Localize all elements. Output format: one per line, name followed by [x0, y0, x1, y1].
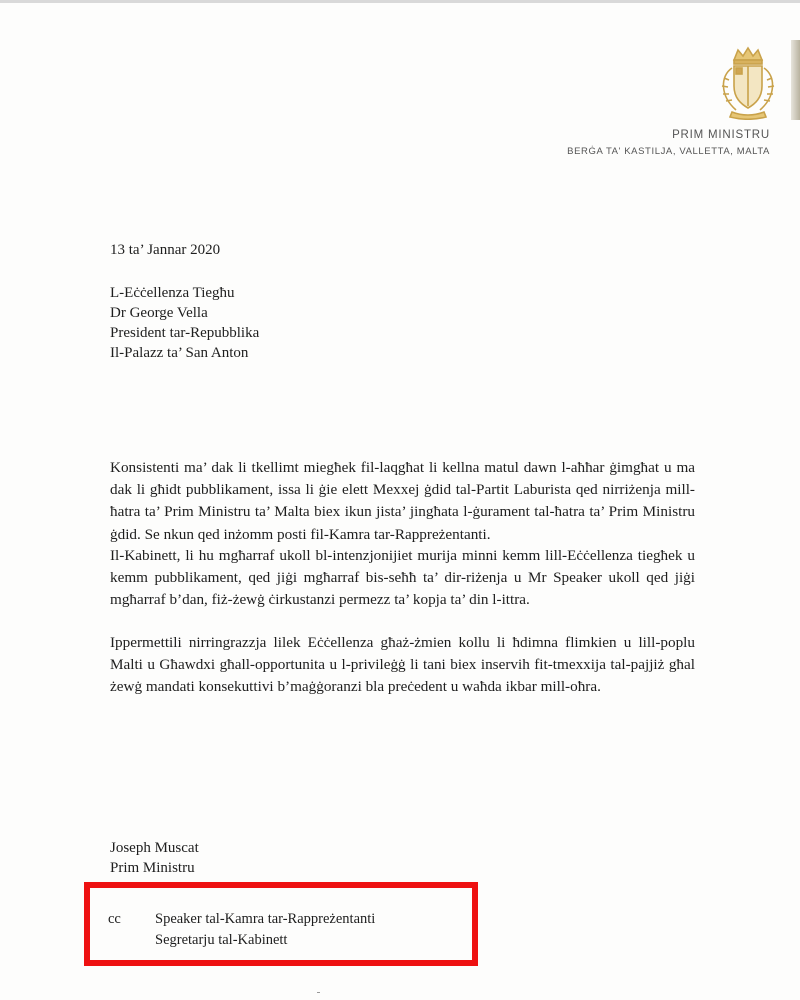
- coat-of-arms-of-malta-icon: [714, 46, 782, 120]
- addressee-line: President tar-Repubblika: [110, 325, 260, 341]
- page-top-edge: [0, 0, 800, 3]
- cc-recipient: Segretarju tal-Kabinett: [155, 932, 288, 948]
- addressee-line: Dr George Vella: [110, 305, 208, 321]
- signatory-block: [110, 838, 199, 878]
- paper-speck: [317, 992, 320, 993]
- body-paragraph: Il-Kabinett, li hu mgħarraf ukoll bl-intenzjonijiet murija minni kemm lill-Eċċellenza tiegħek u kemm pubblikament, qed jiġi mgħarraf bis-seħħ ta’ dir-riżenja u Mr Speaker ukoll qed jiġi mgħarraf b’dan, fiż-żewġ ċirkustanzi permezz ta’ kopja ta’ din l-ittra.: [110, 547, 695, 609]
- addressee-line: L-Eċċellenza Tiegħu: [110, 285, 235, 301]
- body-paragraph: Ippermettili nirringrazzja lilek Eċċellenza għaż-żmien kollu li ħdimna flimkien u lill-poplu Malti u Għawdxi għall-opportunita u l-privileġġ li tani biex inservih fit-tmexxija tal-pajjiż għal żewġ mandati konsekuttivi b’maġġoranzi bla preċedent u waħda ikbar mill-oħra.: [110, 634, 695, 696]
- addressee-line: Il-Palazz ta’ San Anton: [110, 345, 249, 361]
- page-right-edge: [791, 40, 800, 120]
- signatory-title: Prim Ministru: [110, 860, 195, 876]
- body-paragraph: Konsistenti ma’ dak li tkellimt miegħek fil-laqgħat li kellna matul dawn l-aħħar ġimgħat u ma dak li għidt pubblikament, issa li ġie elett Mexxej ġdid tal-Partit Laburista qed nirriżenja mill-ħatra ta’ Prim Ministru ta’ Malta biex ikun jista’ jingħata l-ġurament tal-ħatra ta’ Prim Ministru ġdid. Se nkun qed inżomm posti fil-Kamra tar-Rappreżentanti.: [110, 459, 695, 543]
- cc-recipient: Speaker tal-Kamra tar-Rappreżentanti: [155, 911, 376, 927]
- cc-label: cc: [108, 911, 121, 927]
- letterhead-title: PRIM MINISTRU: [672, 129, 770, 141]
- addressee-block: [110, 283, 259, 363]
- signatory-name: Joseph Muscat: [110, 840, 199, 856]
- letter-date: 13 ta’ Jannar 2020: [110, 242, 221, 258]
- letterhead-address: BERĠA TA' KASTILJA, VALLETTA, MALTA: [567, 146, 770, 157]
